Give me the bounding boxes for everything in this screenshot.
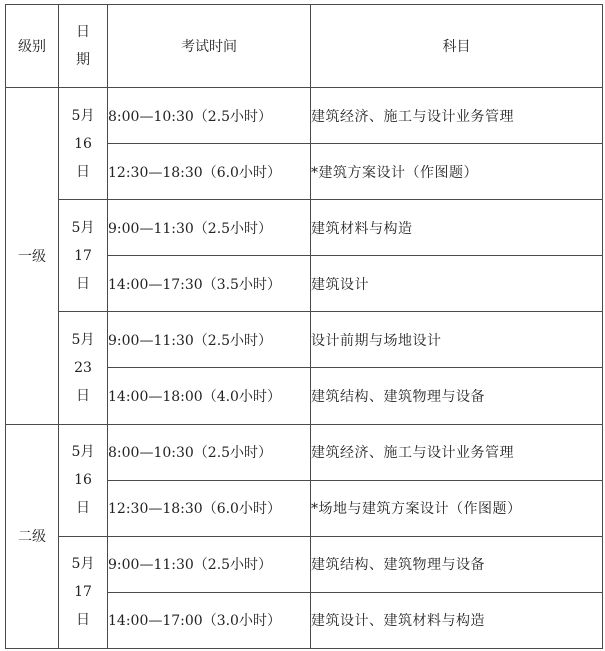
date-cell [59, 88, 108, 200]
table-row [6, 536, 603, 592]
subject-cell: 建筑经济、施工与设计业务管理 [311, 88, 603, 144]
date-month: 5月 [71, 331, 95, 348]
table-row [6, 424, 603, 480]
header-date-line2: 期 [76, 52, 90, 68]
date-month: 5月 [71, 219, 95, 236]
date-day: 17 [74, 584, 92, 601]
time-cell: 9:00—11:30（2.5小时） [108, 200, 311, 256]
time-cell: 9:00—11:30（2.5小时） [108, 536, 311, 592]
time-cell: 9:00—11:30（2.5小时） [108, 312, 311, 368]
header-time: 考试时间 [108, 5, 311, 88]
date-day: 16 [74, 135, 92, 152]
level-cell: 二级 [6, 424, 59, 648]
subject-cell: 建筑设计、建筑材料与构造 [311, 592, 603, 648]
date-cell [59, 200, 108, 312]
time-cell: 8:00—10:30（2.5小时） [108, 424, 311, 480]
header-level: 级别 [6, 5, 59, 88]
date-day: 17 [74, 247, 92, 264]
level-cell: 一级 [6, 88, 59, 425]
subject-cell: *场地与建筑方案设计（作图题） [311, 480, 603, 536]
subject-cell: *建筑方案设计（作图题） [311, 144, 603, 200]
date-cell [59, 424, 108, 536]
header-date-line1: 日 [76, 24, 90, 40]
exam-schedule-table [5, 4, 603, 649]
time-cell: 14:00—17:00（3.0小时） [108, 592, 311, 648]
date-suffix: 日 [76, 163, 90, 180]
header-row [6, 5, 603, 88]
table-row [6, 88, 603, 144]
date-suffix: 日 [76, 387, 90, 404]
time-cell: 8:00—10:30（2.5小时） [108, 88, 311, 144]
date-cell [59, 536, 108, 648]
subject-cell: 建筑结构、建筑物理与设备 [311, 536, 603, 592]
date-suffix: 日 [76, 612, 90, 629]
time-cell: 14:00—18:00（4.0小时） [108, 368, 311, 424]
date-month: 5月 [71, 556, 95, 573]
time-cell: 12:30—18:30（6.0小时） [108, 480, 311, 536]
date-month: 5月 [71, 107, 95, 124]
subject-cell: 建筑设计 [311, 256, 603, 312]
date-suffix: 日 [76, 275, 90, 292]
time-cell: 12:30—18:30（6.0小时） [108, 144, 311, 200]
date-day: 23 [74, 359, 92, 376]
date-suffix: 日 [76, 500, 90, 517]
subject-cell: 建筑结构、建筑物理与设备 [311, 368, 603, 424]
time-cell: 14:00—17:30（3.5小时） [108, 256, 311, 312]
subject-cell: 设计前期与场地设计 [311, 312, 603, 368]
date-month: 5月 [71, 444, 95, 461]
subject-cell: 建筑材料与构造 [311, 200, 603, 256]
date-day: 16 [74, 472, 92, 489]
header-subject: 科目 [311, 5, 603, 88]
table-row [6, 200, 603, 256]
subject-cell: 建筑经济、施工与设计业务管理 [311, 424, 603, 480]
date-cell [59, 312, 108, 424]
header-date [59, 5, 108, 88]
table-row [6, 312, 603, 368]
